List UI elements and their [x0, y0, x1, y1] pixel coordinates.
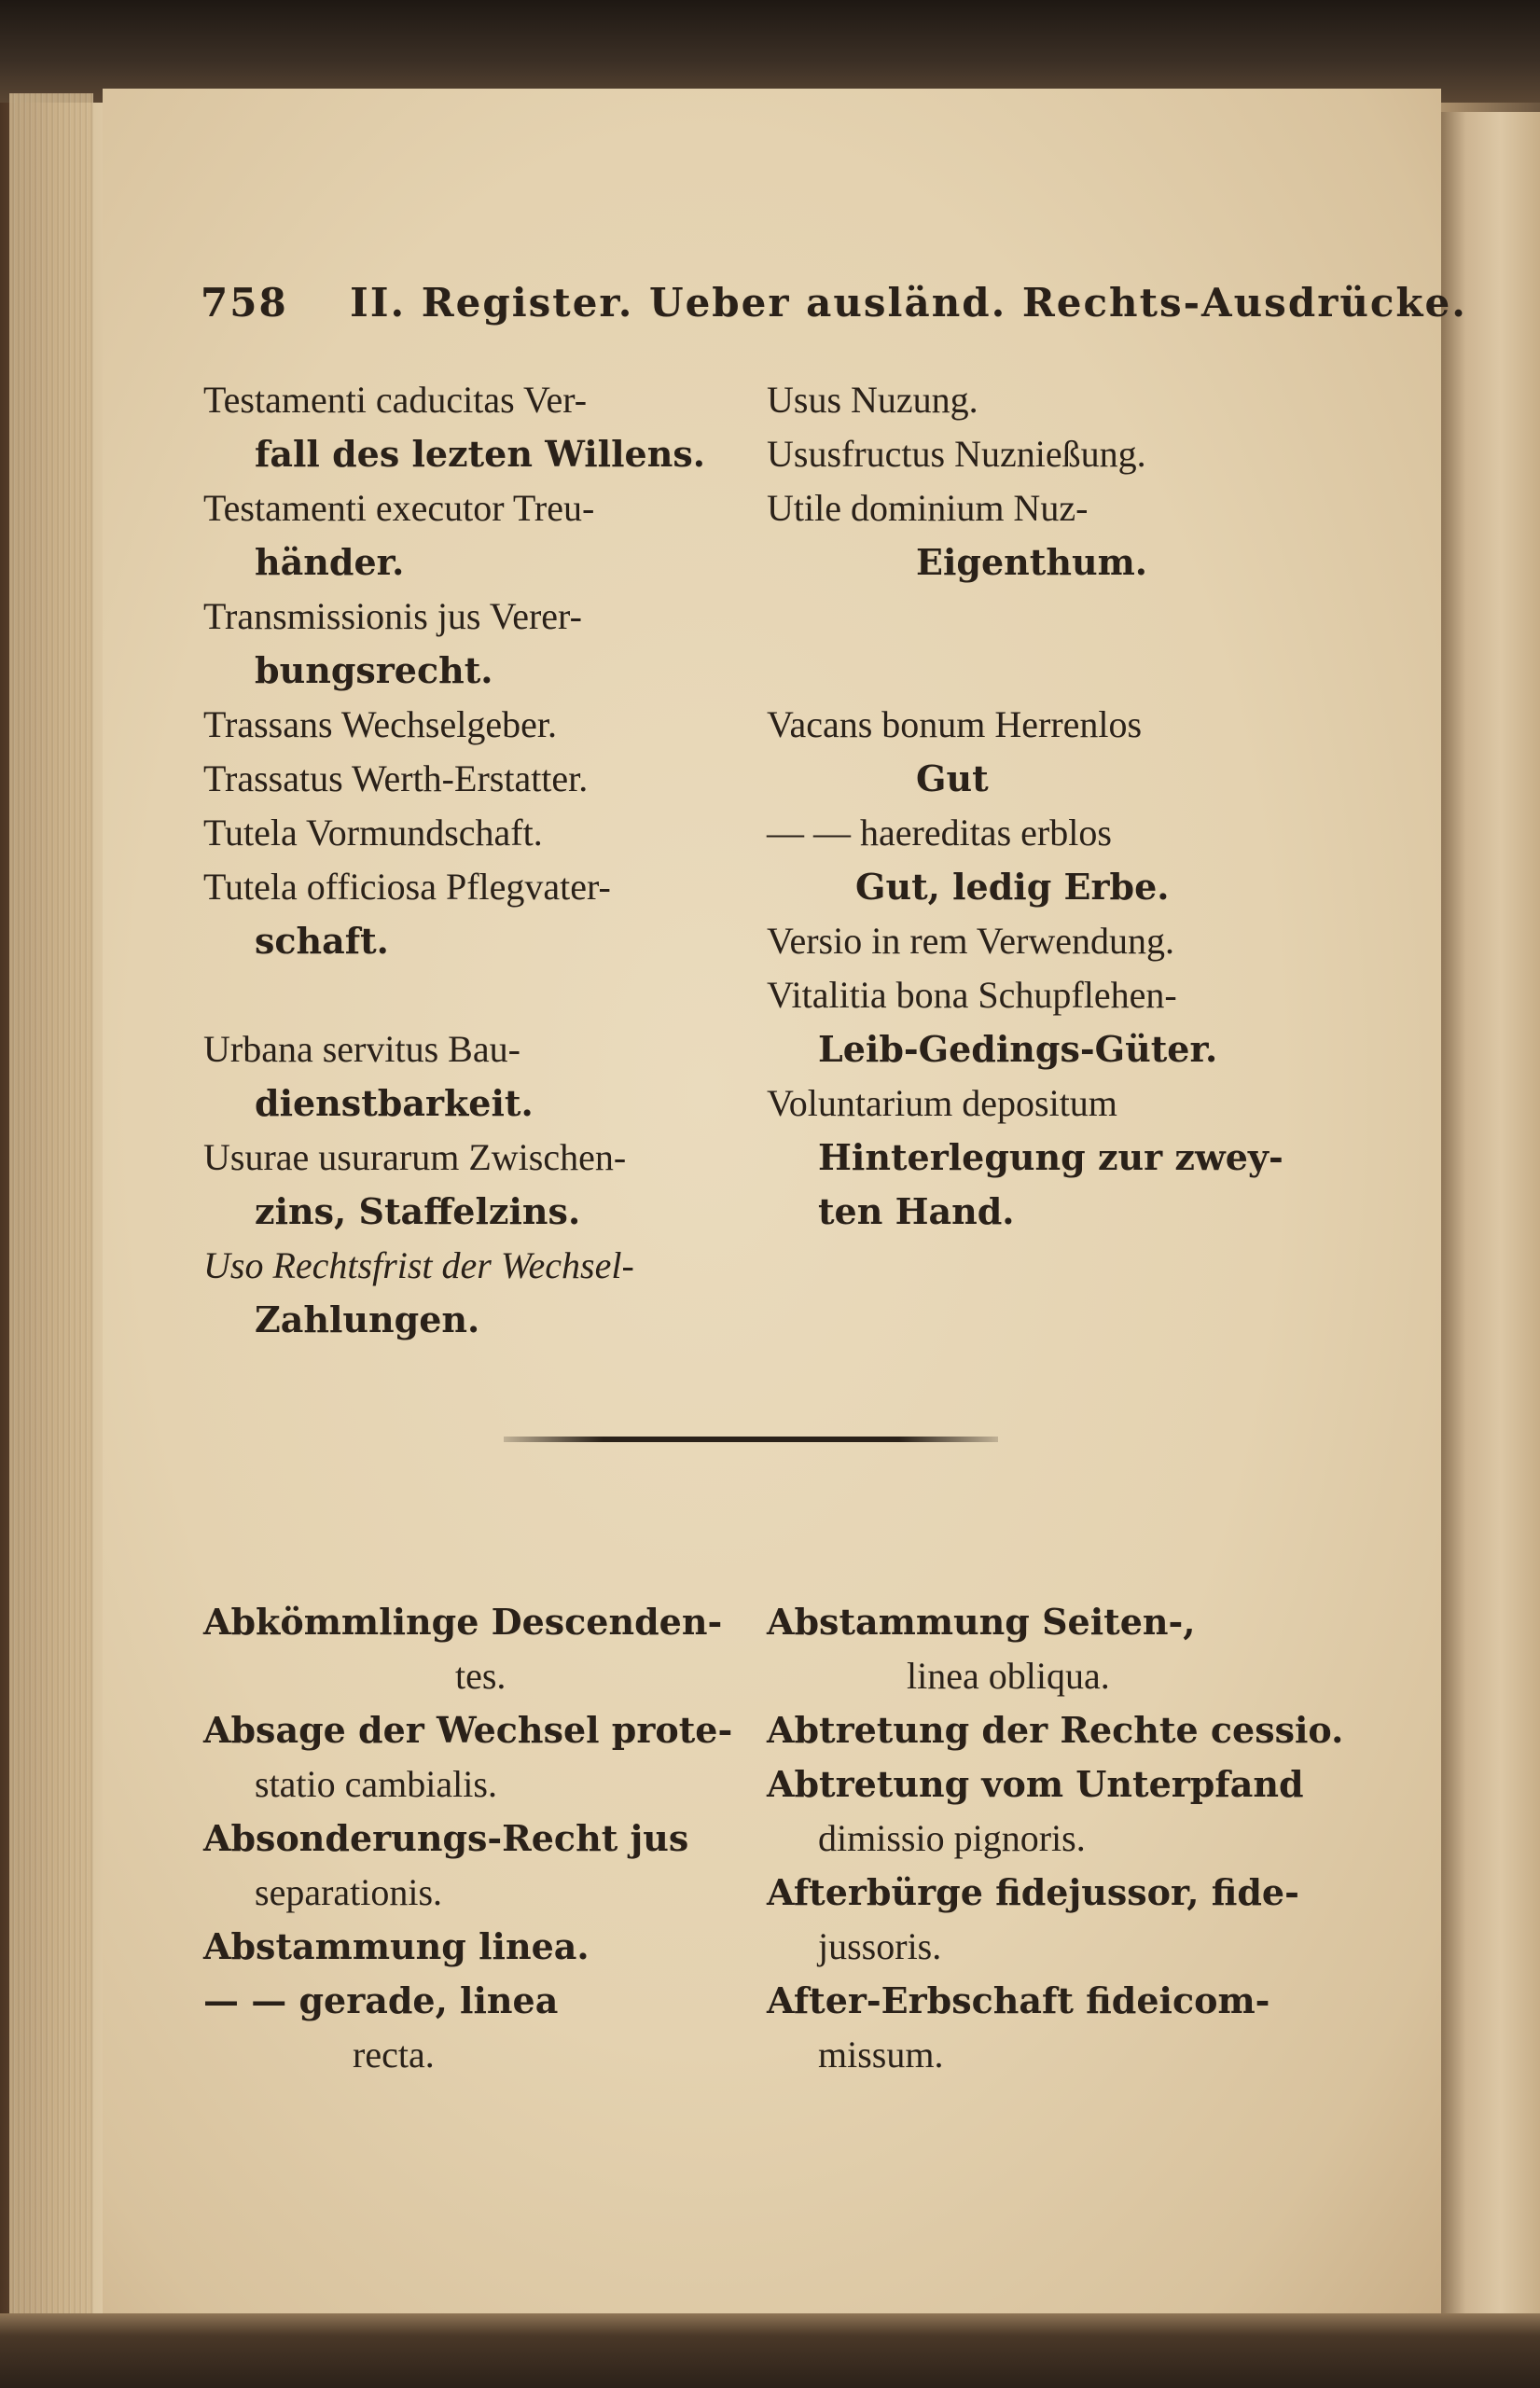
entry-line: Voluntarium depositum [767, 1082, 1117, 1124]
entry-line: Leib-Gedings-Güter. [818, 1028, 1218, 1070]
right-column-top [767, 373, 1298, 1239]
entry-line: zins, Staffelzins. [255, 1190, 581, 1232]
entry-line: Versio in rem Verwendung. [767, 920, 1174, 962]
entry-line: — — gerade, linea [203, 1979, 559, 2021]
section-divider-rule [504, 1437, 998, 1442]
entry-line: separationis. [255, 1871, 443, 1913]
right-column-bottom [767, 1595, 1344, 2082]
entry-line: statio cambialis. [255, 1763, 497, 1805]
entry-line: bungsrecht. [255, 649, 493, 691]
page-edges [9, 93, 93, 2313]
header-title: II. Register. Ueber ausländ. Rechts-Ausdrücke. [350, 280, 1467, 326]
entry-line: Trassatus Werth-Erstatter. [203, 757, 589, 799]
entry-line: Abtretung der Rechte cessio. [767, 1709, 1344, 1751]
entry-line: jussoris. [818, 1925, 942, 1967]
entry-line: Zahlungen. [255, 1298, 480, 1340]
entry-line: Vitalitia bona Schupflehen- [767, 974, 1177, 1016]
entry-line: Uso Rechtsfrist der Wechsel- [203, 1244, 634, 1286]
entry-line: Vacans bonum Herrenlos [767, 703, 1143, 745]
entry-line: Ususfructus Nuznießung. [767, 433, 1146, 475]
entry-line: Gut, ledig Erbe. [855, 866, 1170, 908]
bottom-binding [0, 2313, 1540, 2388]
right-page-edge [1441, 112, 1540, 2313]
entry-line: recta. [353, 2034, 435, 2076]
left-column-top [203, 373, 754, 1347]
spacer [203, 968, 754, 1022]
entry-line: Afterbürge fidejussor, fide- [767, 1871, 1299, 1913]
entry-line: ten Hand. [818, 1190, 1015, 1232]
entry-line: Hinterlegung zur zwey- [818, 1136, 1283, 1178]
entry-line: Urbana servitus Bau- [203, 1028, 520, 1070]
entry-line: linea obliqua. [907, 1655, 1110, 1697]
entry-line: dienstbarkeit. [255, 1082, 534, 1124]
entry-line: Absonderungs-Recht jus [203, 1817, 689, 1859]
left-column-bottom [203, 1595, 754, 2082]
entry-line: Eigenthum. [916, 541, 1148, 583]
entry-line: Testamenti executor Treu- [203, 487, 595, 529]
entry-line: Usus Nuzung. [767, 379, 978, 421]
entry-line: Tutela officiosa Pflegvater- [203, 866, 611, 908]
entry-line: Abstammung linea. [203, 1925, 590, 1967]
entry-line: händer. [255, 541, 405, 583]
entry-line: Abtretung vom Unterpfand [767, 1763, 1304, 1805]
top-binding [0, 0, 1540, 103]
entry-line: After-Erbschaft fideicom- [767, 1979, 1270, 2021]
entry-line: Transmissionis jus Verer- [203, 595, 582, 637]
entry-line: Tutela Vormundschaft. [203, 812, 543, 854]
running-header [201, 280, 1467, 326]
entry-line: Abstammung Seiten-, [767, 1601, 1196, 1643]
entry-line: Testamenti caducitas Ver- [203, 379, 588, 421]
page-number: 758 [201, 280, 288, 326]
entry-line: dimissio pignoris. [818, 1817, 1086, 1859]
entry-line: — — haereditas erblos [767, 812, 1112, 854]
entry-line: Trassans Wechselgeber. [203, 703, 557, 745]
entry-line: schaft. [255, 920, 389, 962]
entry-line: tes. [455, 1655, 506, 1697]
entry-line: missum. [818, 2034, 944, 2076]
entry-line: Abkömmlinge Descenden- [203, 1601, 723, 1643]
entry-line: Absage der Wechsel prote- [203, 1709, 733, 1751]
spacer [767, 590, 1298, 644]
entry-line: Usurae usurarum Zwischen- [203, 1136, 627, 1178]
spacer [767, 644, 1298, 698]
entry-line: Gut [916, 757, 989, 799]
entry-line: Utile dominium Nuz- [767, 487, 1089, 529]
entry-line: fall des lezten Willens. [255, 433, 705, 475]
